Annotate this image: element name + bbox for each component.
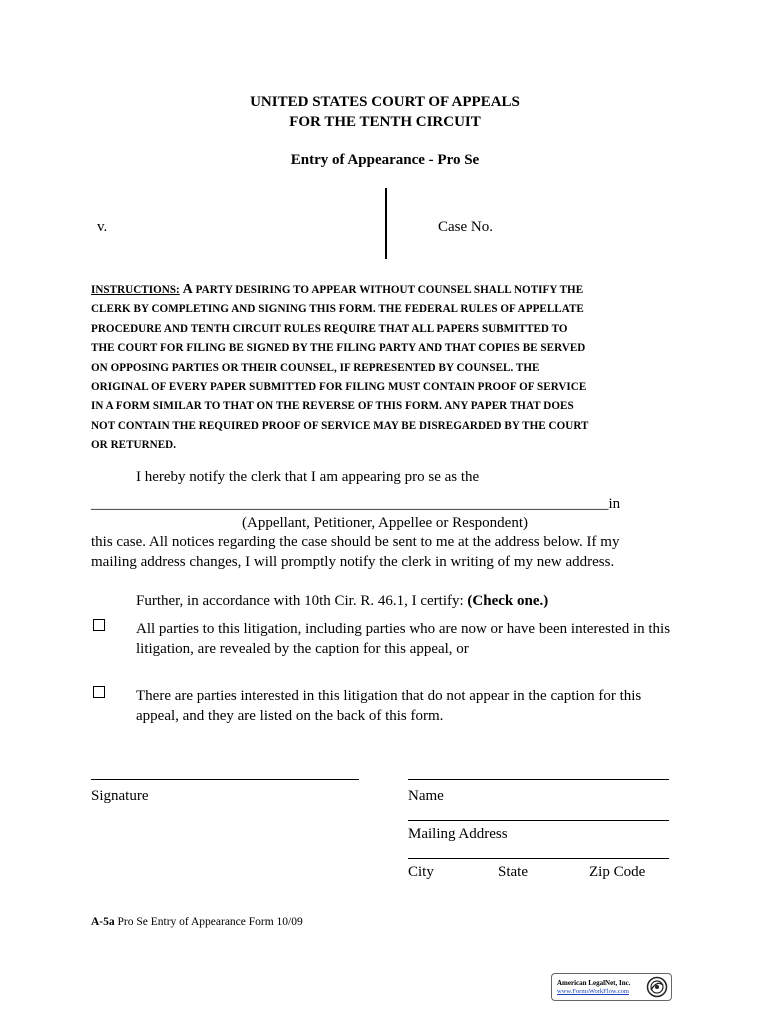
versus-label: v. bbox=[97, 219, 108, 235]
form-code: A-5a bbox=[91, 916, 115, 928]
publisher-logo-icon bbox=[646, 976, 668, 998]
notify-statement: I hereby notify the clerk that I am appearing pro se as the bbox=[136, 469, 480, 485]
court-name-line1: UNITED STATES COURT OF APPEALS bbox=[250, 94, 520, 110]
form-footer bbox=[91, 916, 303, 928]
instructions-line: OR RETURNED. bbox=[91, 439, 177, 452]
publisher-name: American LegalNet, Inc. bbox=[557, 979, 631, 987]
publisher-stamp[interactable] bbox=[551, 973, 672, 1001]
instructions-line: ORIGINAL OF EVERY PAPER SUBMITTED FOR FILING MUST CONTAIN PROOF OF SERVICE bbox=[91, 381, 587, 394]
instructions-line: PROCEDURE AND TENTH CIRCUIT RULES REQUIRE THAT ALL PAPERS SUBMITTED TO bbox=[91, 322, 568, 335]
instructions-line: CLERK BY COMPLETING AND SIGNING THIS FORM. THE FEDERAL RULES OF APPELLATE bbox=[91, 303, 584, 316]
city-state-zip-line[interactable] bbox=[408, 858, 669, 859]
option1-checkbox[interactable] bbox=[93, 619, 105, 631]
mailing-address-line[interactable] bbox=[408, 820, 669, 821]
notices-line: this case. All notices regarding the case should be sent to me at the address below. If my bbox=[91, 534, 620, 550]
instructions-line bbox=[91, 280, 691, 300]
case-number-label: Case No. bbox=[438, 219, 493, 235]
party-role-blank[interactable]: _____________________________________________________________________in bbox=[91, 496, 621, 512]
instructions-lead: INSTRUCTIONS: bbox=[91, 284, 180, 296]
publisher-link[interactable]: www.FormsWorkFlow.com bbox=[557, 988, 629, 995]
certify-statement bbox=[136, 591, 548, 611]
signature-line[interactable] bbox=[91, 779, 359, 780]
certify-text: Further, in accordance with 10th Cir. R. 46.1, I certify: bbox=[136, 593, 468, 609]
instructions-line-text: PARTY DESIRING TO APPEAR WITHOUT COUNSEL SHALL NOTIFY THE bbox=[192, 284, 584, 296]
option1-text: All parties to this litigation, including parties who are now or have been interested in this litigation, are revealed by the caption for this appeal, or bbox=[136, 621, 671, 657]
name-line[interactable] bbox=[408, 779, 669, 780]
party-role-label: (Appellant, Petitioner, Appellee or Respondent) bbox=[242, 515, 528, 531]
state-label: State bbox=[498, 864, 528, 880]
court-name-line2: FOR THE TENTH CIRCUIT bbox=[289, 114, 481, 130]
instructions-line: ON OPPOSING PARTIES OR THEIR COUNSEL, IF REPRESENTED BY COUNSEL. THE bbox=[91, 361, 540, 374]
notices-line: mailing address changes, I will promptly notify the clerk in writing of my new address. bbox=[91, 554, 615, 570]
zip-code-label: Zip Code bbox=[589, 864, 646, 880]
instructions-line: THE COURT FOR FILING BE SIGNED BY THE FILING PARTY AND THAT COPIES BE SERVED bbox=[91, 342, 586, 355]
instructions-block bbox=[91, 280, 691, 456]
notices-paragraph bbox=[91, 532, 691, 572]
instructions-line: IN A FORM SIMILAR TO THAT ON THE REVERSE OF THIS FORM. ANY PAPER THAT DOES bbox=[91, 400, 574, 413]
instructions-first-letter: A bbox=[182, 282, 193, 297]
form-name: Pro Se Entry of Appearance Form 10/09 bbox=[114, 916, 303, 928]
check-one-label: (Check one.) bbox=[467, 593, 549, 609]
name-label: Name bbox=[408, 788, 444, 804]
option2-text: There are parties interested in this litigation that do not appear in the caption for this appeal, and they are listed on the back of this form. bbox=[136, 688, 642, 724]
signature-label: Signature bbox=[91, 788, 149, 804]
option2-checkbox[interactable] bbox=[93, 686, 105, 698]
city-label: City bbox=[408, 864, 434, 880]
form-title: Entry of Appearance - Pro Se bbox=[290, 152, 480, 168]
mailing-address-label: Mailing Address bbox=[408, 826, 508, 842]
instructions-line: NOT CONTAIN THE REQUIRED PROOF OF SERVICE MAY BE DISREGARDED BY THE COURT bbox=[91, 419, 589, 432]
caption-divider bbox=[385, 188, 387, 259]
